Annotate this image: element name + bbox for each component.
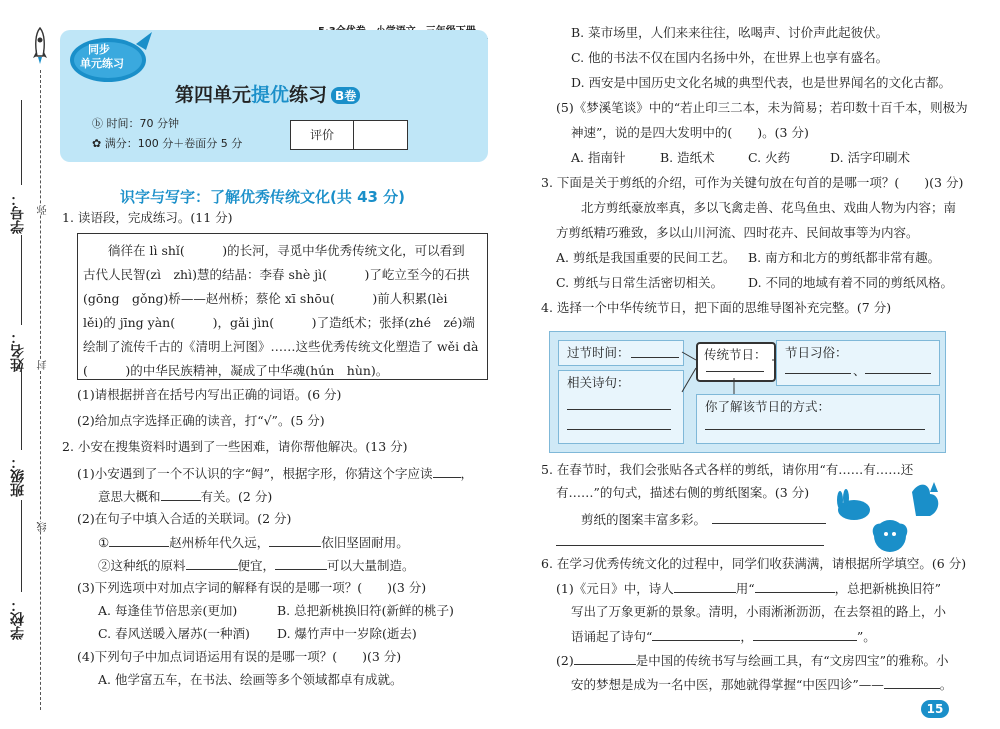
option-a[interactable]: A. 他学富五车，在书法、绘画等多个领域都卓有成就。 [98, 672, 403, 687]
q2-2: (2)在句子中填入合适的关联词。(2 分) [77, 511, 292, 526]
score-line [92, 136, 242, 152]
mm-time-label: 过节时间： [567, 345, 630, 360]
q2-2-text: 可以大量制造。 [327, 558, 415, 573]
student-number-field[interactable] [21, 100, 22, 185]
answer-blank[interactable] [433, 465, 461, 478]
q4-title: 4. 选择一个中华传统节日，把下面的思维导图补充完整。(7 分) [541, 300, 892, 315]
clock-icon: ⓑ [92, 117, 103, 130]
mm-custom-box: 节日习俗： 、 [776, 340, 940, 386]
answer-blank[interactable] [109, 534, 169, 547]
passage-line: (gōng gǒng)桥——赵州桥；蔡伦 xī shōu( )前人积累(lèi [83, 291, 448, 306]
q2-2-b [98, 557, 415, 574]
option-b[interactable]: B. 总把新桃换旧符(新鲜的桃子) [277, 603, 454, 618]
q2-1-text: 有关。(2 分) [200, 489, 273, 504]
section-title: 识字与写字：了解优秀传统文化(共 43 分) [120, 188, 406, 206]
q1-1: (1)请根据拼音在括号内写出正确的词语。(6 分) [77, 387, 342, 402]
star-icon: ✿ [92, 137, 102, 150]
q2-5-line1: (5)《梦溪笔谈》中的“若止印三二本，未为简易；若印数十百千本，则极为 [556, 100, 968, 115]
q5-line1: 5. 在春节时，我们会张贴各式各样的剪纸，请你用“有……有……还 [541, 462, 914, 477]
q6-1-line3 [571, 628, 876, 645]
name-field[interactable] [21, 235, 22, 325]
answer-blank[interactable] [674, 580, 736, 593]
badge-top-text: 同步 [88, 43, 110, 56]
answer-blank[interactable] [755, 580, 835, 593]
title-part: 第四单元 [175, 84, 252, 106]
passage-line: ( )的中华民族精神，凝成了中华魂(hún hùn)。 [83, 363, 389, 378]
q6-text: (2) [556, 653, 574, 668]
q2-2-text: 赵州桥年代久远， [169, 535, 270, 550]
q6-text: 语诵起了诗句“ [571, 629, 653, 644]
q1-title: 1. 读语段，完成练习。(11 分) [62, 210, 233, 225]
option-a[interactable]: A. 剪纸是我国重要的民间工艺。 [556, 250, 736, 265]
q3-title: 3. 下面是关于剪纸的介绍，可作为关键句放在句首的是哪一项？( )(3 分) [541, 175, 964, 190]
time-text: 时间：70 分钟 [106, 117, 179, 130]
passage-text [83, 239, 479, 383]
q6-text: ，总把新桃换旧符” [834, 581, 942, 596]
mm-poem-label: 相关诗句： [567, 375, 630, 390]
paper-cut-art [830, 480, 950, 560]
q2-1-line: (1)小安遇到了一个不认识的字“鲟”，根据字形，你猜这个字应读 ， [77, 466, 474, 481]
q2-4: (4)下列句子中加点词语运用有误的是哪一项？( )(3 分) [77, 649, 402, 664]
answer-blank[interactable] [556, 545, 824, 546]
evaluation-box [290, 120, 408, 150]
option-c[interactable]: C. 他的书法不仅在国内名扬中外，在世界上也享有盛名。 [571, 50, 889, 65]
page-number: 15 [921, 700, 949, 718]
q6-text: ， [740, 629, 753, 644]
option-b[interactable]: B. 南方和北方的剪纸都非常有趣。 [748, 250, 941, 265]
class-label: 班级： [10, 455, 26, 497]
option-d[interactable]: D. 西安是中国历史文化名城的典型代表，也是世界闻名的文化古都。 [571, 75, 952, 90]
evaluation-field[interactable] [354, 121, 407, 149]
option-d[interactable]: D. 爆竹声中一岁除(逝去) [277, 626, 417, 641]
passage-line: lěi)的 jīng yàn( )，gǎi jìn( )了造纸术；张择(zhé zé)端 [83, 315, 475, 330]
cut-mark: 线 [38, 522, 49, 532]
mm-center-label: 传统节日： [704, 347, 767, 362]
q2-3: (3)下列选项中对加点字词的解释有误的是哪一项？( )(3 分) [77, 580, 427, 595]
q2-2-a [98, 534, 409, 551]
option-a[interactable]: A. 每逢佳节倍思亲(更加) [98, 603, 238, 618]
answer-blank[interactable] [161, 488, 201, 501]
page-title [175, 80, 360, 107]
q5-answer-line [581, 511, 826, 528]
q3-passage: 方剪纸精巧雅致，多以山川河流、四时花卉、民间故事等为内容。 [556, 225, 919, 240]
answer-blank[interactable] [753, 628, 857, 641]
option-a[interactable]: A. 指南针 [571, 150, 626, 165]
q2-2-text: ① [98, 535, 110, 550]
option-b[interactable]: B. 造纸术 [660, 150, 715, 165]
time-line [92, 116, 179, 132]
option-c[interactable]: C. 火药 [748, 150, 791, 165]
answer-blank[interactable] [186, 557, 238, 570]
passage-line: 古代人民智(zì zhì)慧的结晶：李春 shè jì( )了屹立至今的石拱 [83, 267, 470, 282]
mind-map-connectors [550, 332, 945, 452]
class-field[interactable] [21, 370, 22, 450]
q1-2: (2)给加点字选择正确的读音，打“√”。(5 分) [77, 413, 325, 428]
cut-mark: 弥 [38, 205, 49, 215]
q2-2-text: 便宜， [237, 558, 276, 573]
passage-line: 绘制了流传千古的《清明上河图》……这些优秀传统文化塑造了 wěi dà [83, 339, 479, 354]
passage-box [77, 233, 488, 380]
school-field[interactable] [21, 500, 22, 592]
q6-text: 安的梦想是成为一名中医，那她就得掌握“中医四诊”—— [571, 677, 884, 692]
q6-1-line1 [556, 580, 941, 597]
answer-blank[interactable] [574, 652, 636, 665]
q3-passage: 北方剪纸豪放率真，多以飞禽走兽、花鸟鱼虫、戏曲人物为内容；南 [556, 200, 957, 215]
q2-2-text: 依旧坚固耐用。 [321, 535, 409, 550]
q2-1-text: (1)小安遇到了一个不认识的字“鲟”，根据字形，你猜这个字应读 [77, 466, 433, 481]
q5-prompt: 剪纸的图案丰富多彩。 [581, 512, 707, 527]
answer-blank[interactable] [275, 557, 327, 570]
title-highlight: 提优 [251, 84, 290, 106]
q2-2-text: ②这种纸的原料 [98, 558, 186, 573]
q5-line2: 有……”的句式，描述右侧的剪纸图案。(3 分) [556, 485, 810, 500]
score-text: 满分：100 分＋卷面分 5 分 [104, 137, 243, 150]
answer-blank[interactable] [884, 676, 940, 689]
option-c[interactable]: C. 春风送暖入屠苏(一种酒) [98, 626, 250, 641]
mm-know-label: 你了解该节日的方式： [705, 399, 831, 414]
mm-custom-label: 节日习俗： [785, 345, 848, 360]
q6-text: 用“ [735, 581, 755, 596]
answer-blank[interactable] [269, 534, 321, 547]
passage-line: 徜徉在 lì shǐ( )的长河，寻觅中华优秀传统文化，可以看到 [83, 243, 465, 258]
q2-1-line2 [98, 488, 272, 505]
binding-margin [0, 0, 48, 729]
q6-text: 。 [939, 677, 953, 692]
badge-bottom-text: 单元练习 [80, 57, 124, 70]
evaluation-label: 评价 [291, 121, 354, 149]
mind-map [549, 331, 946, 453]
q6-text: 是中国的传统书写与绘画工具，有“文房四宝”的雅称。小 [635, 653, 949, 668]
q6-title: 6. 在学习优秀传统文化的过程中，同学们收获满满，请根据所学填空。(6 分) [541, 556, 967, 571]
answer-blank[interactable] [712, 511, 826, 524]
title-part: 练习 [289, 84, 328, 106]
option-b[interactable]: B. 菜市场里，人们来来往往，吆喝声、讨价声此起彼伏。 [571, 25, 889, 40]
student-number-label: 学号： [10, 192, 26, 234]
q6-text: (1)《元日》中，诗人 [556, 581, 674, 596]
q6-1-line2: 写出了万象更新的景象。清明，小雨淅淅沥沥，在去祭祖的路上，小 [571, 604, 947, 619]
q2-5-line2: 神速”，说的是四大发明中的( )。(3 分) [571, 125, 809, 140]
q6-text: ”。 [856, 629, 876, 644]
school-label: 学校： [10, 598, 26, 640]
cut-mark: 封 [38, 360, 49, 370]
q2-1-text: 意思大概和 [98, 489, 161, 504]
q2-title: 2. 小安在搜集资料时遇到了一些困难，请你帮他解决。(13 分) [62, 439, 408, 454]
rocket-icon [28, 26, 52, 66]
answer-blank[interactable] [652, 628, 740, 641]
q6-2-line1 [556, 652, 949, 669]
name-label: 姓名： [10, 330, 26, 372]
q6-2-line2 [571, 676, 952, 693]
title-badge: B卷 [331, 87, 360, 104]
option-c[interactable]: C. 剪纸与日常生活密切相关。 [556, 275, 724, 290]
option-d[interactable]: D. 活字印刷术 [830, 150, 911, 165]
option-d[interactable]: D. 不同的地域有着不同的剪纸风格。 [748, 275, 954, 290]
